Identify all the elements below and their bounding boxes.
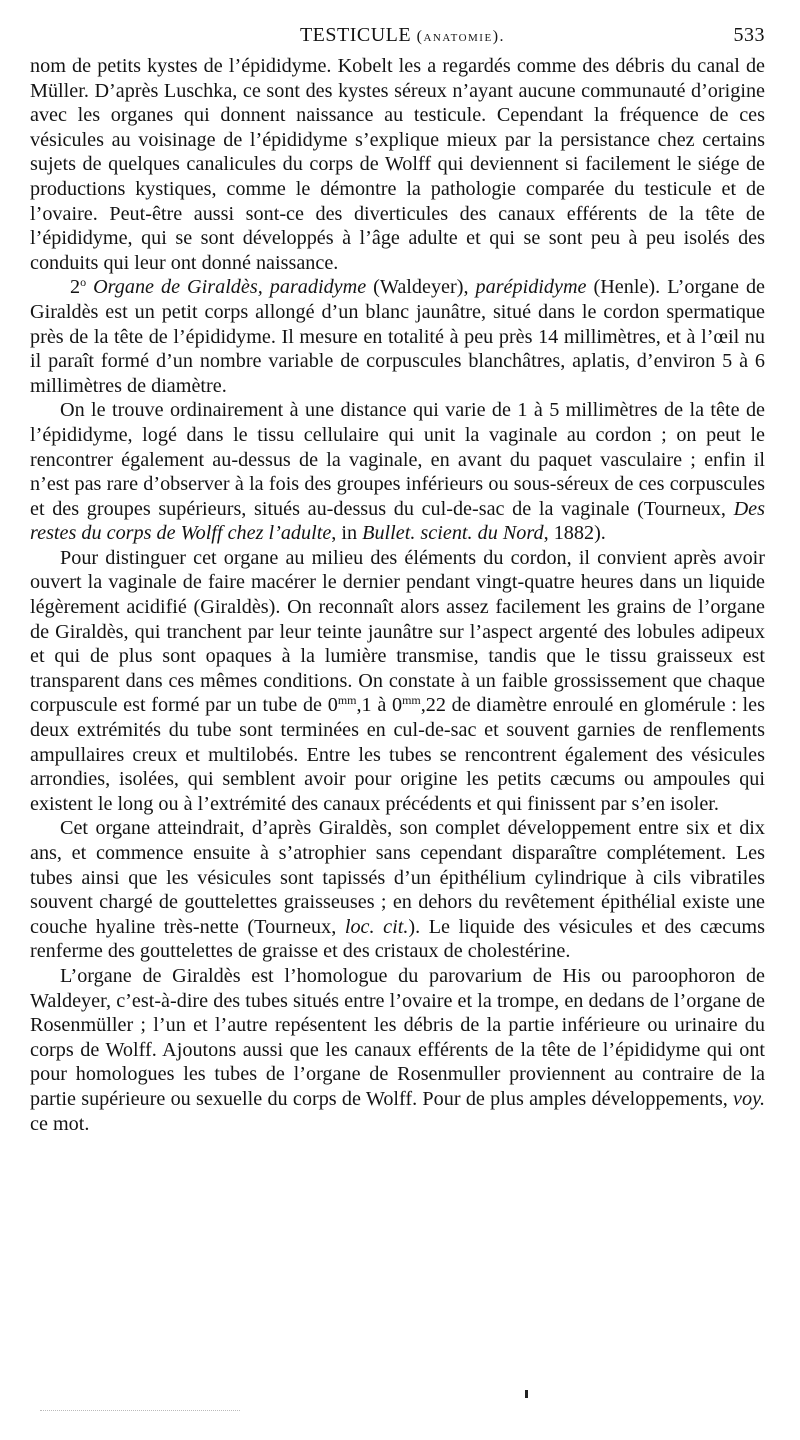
text-run: (Henle). L’organe de Giraldès est un petit corps allongé d’un blanc jaunâtre, situé dans le cordon spermatique près de la tête de l’épididyme. Il mesure en totalité à peu près 14 millimètres, et à l’œil nu il paraît formé d’un nombre variable de corpuscules blanchâtres, aplatis, d’environ 5 à 6 millimètres de diamètre. (30, 276, 765, 397)
text-run: On le trouve ordinairement à une distance qui varie de 1 à 5 millimètres de la tête de l’épididyme, logé dans le tissu cellulaire qui unit la vaginale au cordon ; on peut le rencontrer également au-dessus de la vaginale, en avant du paquet vasculaire ; enfin il n’est pas rare d’observer à la fois des groupes inférieurs ou sous-séreux de ces corpuscules et des groupes supérieurs, situés au-dessus du cul-de-sac de la vaginale (Tourneux, (30, 399, 765, 520)
superscript: mm (337, 693, 357, 708)
text-run: nom de petits kystes de l’épididyme. Kobelt les a regardés comme des débris du canal de Müller. D’après Luschka, ce sont des kystes séreux n’ayant aucune communauté d’origine avec les organes qui donnent naissance au testicule. Cependant la fréquence de ces vésicules au voisinage de l’épididyme s’explique mieux par la persistance chez certains sujets de quelques canalicules du corps de Wolff qui deviennent si facilement le siége de productions kystiques, comme le démontre la pathologie comparée du testicule et de l’ovaire. Peut-être aussi sont-ce des diverticules des canaux efférents de la tête de l’épididyme, qui se sont développés à l’âge adulte et qui se sont peu à peu isolés des conduits qui leur ont donné naissance. (30, 55, 765, 274)
paragraph (30, 546, 765, 817)
italic-text: Organe de Giraldès, paradidyme (93, 276, 367, 299)
paragraph-organe-de-giraldes (30, 275, 765, 398)
text-run: L’organe de Giraldès est l’homologue du parovarium de His ou paroophoron de Waldeyer, c’est-à-dire des tubes situés entre l’ovaire et la trompe, en dedans de l’organe de Rosenmüller ; l’un et l’autre repésentent les débris de la partie inférieure ou urinaire du corps de Wolff. Ajoutons aussi que les canaux efférents de la tête de l’épididyme qui ont pour homologues les tubes de l’organe de Rosenmuller proviennent au contraire de la partie supérieure ou sexuelle du corps de Wolff. Pour de plus amples développements, (30, 964, 765, 1110)
text-run: , 1882). (543, 522, 606, 545)
text-run: Cet organe atteindrait, d’après Giraldès, son complet développement entre six et dix ans, et commence ensuite à s’atrophier sans cependant disparaître complétement. Les tubes ainsi que les vésicules sont tapissés d’un épithélium cylindrique à cils vibratiles souvent chargé de gouttelettes graisseuses ; en dehors du revêtement épithélial existe une couche hyaline très-nette (Tourneux, (30, 817, 765, 938)
text-run: ). Le liquide des vésicules et des cæcums renferme des gouttelettes de graisse et des cristaux de cholestérine. (30, 915, 765, 963)
paragraph (30, 816, 765, 964)
text-run: Pour distinguer cet organe au milieu des éléments du cordon, il convient après avoir ouvert la vaginale de faire macérer le dernier pendant vingt-quatre heures dans un liquide légèrement acidifié (Giraldès). On reconnaît alors assez facilement les grains de l’organe de Giraldès, qui tranchent par leur teinte jaunâtre sur l’aspect argenté des lobules adipeux et qui de plus sont opaques à la lumière transmise, tandis que le tissu graisseux est transparent dans ces mêmes conditions. On constate à un faible grossissement que chaque corpuscule est formé par un tube de 0 (30, 546, 765, 717)
body-text (30, 54, 765, 1136)
superscript: mm (402, 693, 421, 708)
header-subtitle: (anatomie). (416, 28, 506, 45)
text-run: (Waldeyer), (366, 276, 476, 299)
running-title (30, 24, 765, 47)
italic-text: loc. cit. (344, 915, 409, 938)
text-run: , in (331, 522, 363, 545)
ink-mark (525, 1390, 528, 1398)
paragraph (30, 398, 765, 546)
superscript: o (80, 275, 87, 290)
text-run: ,1 à 0 (356, 694, 403, 717)
scan-specks (40, 1410, 240, 1413)
paragraph (30, 964, 765, 1136)
document-page (30, 24, 765, 1136)
text-run: ce mot. (30, 1112, 90, 1135)
italic-text: Des restes du corps de Wolff chez l’adulte (30, 497, 765, 545)
text-run: ,22 de diamètre enroulé en glomérule : les deux extrémités du tube sont terminées en cul-de-sac et souvent garnies de renflements ampullaires creux et multilobés. Entre les tubes se rencontrent également des vésicules arrondies, isolées, qui semblent avoir pour origine les petits cæcums ou ampoules qui existent le long ou à l’extrémité des canaux précédents et qui finissent par s’en isoler. (30, 694, 765, 815)
italic-text: Bullet. scient. du Nord (362, 522, 544, 545)
italic-text: parépididyme (475, 276, 587, 299)
page-number: 533 (733, 24, 765, 46)
running-header (30, 24, 765, 54)
italic-text: voy. (733, 1087, 765, 1110)
paragraph (30, 54, 765, 275)
header-title: TESTICULE (299, 24, 412, 46)
text-run: 2 (70, 276, 81, 299)
